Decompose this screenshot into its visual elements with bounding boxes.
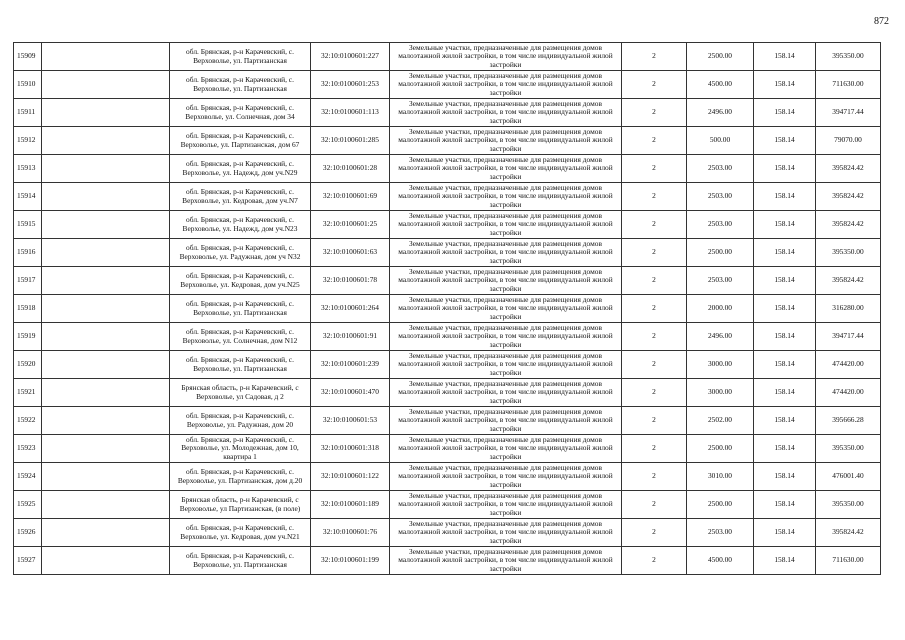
specific-value-cell: 158.14 — [754, 43, 816, 71]
area-cell: 2502.00 — [687, 407, 754, 435]
specific-value-cell: 158.14 — [754, 71, 816, 99]
permitted-use-cell: Земельные участки, предназначенные для размещения домов малоэтажной жилой застройки, в том числе индивидуальной жилой застройки — [390, 127, 622, 155]
address-cell: обл. Брянская, р-н Карачевский, с. Верховолье, ул. Радужная, дом уч N32 — [170, 239, 311, 267]
empty-cell — [42, 323, 170, 351]
area-cell: 2500.00 — [687, 43, 754, 71]
area-cell: 2496.00 — [687, 323, 754, 351]
cadastral-value-cell: 79070.00 — [816, 127, 881, 155]
empty-cell — [42, 379, 170, 407]
permitted-use-cell: Земельные участки, предназначенные для размещения домов малоэтажной жилой застройки, в том числе индивидуальной жилой застройки — [390, 71, 622, 99]
table-row — [14, 239, 881, 267]
area-cell: 2500.00 — [687, 491, 754, 519]
specific-value-cell: 158.14 — [754, 295, 816, 323]
page-number: 872 — [874, 16, 889, 27]
cadastral-number-cell: 32:10:0100601:189 — [311, 491, 390, 519]
permitted-use-cell: Земельные участки, предназначенные для размещения домов малоэтажной жилой застройки, в том числе индивидуальной жилой застройки — [390, 519, 622, 547]
specific-value-cell: 158.14 — [754, 183, 816, 211]
empty-cell — [42, 99, 170, 127]
permitted-use-cell: Земельные участки, предназначенные для размещения домов малоэтажной жилой застройки, в том числе индивидуальной жилой застройки — [390, 323, 622, 351]
cadastral-number-cell: 32:10:0100601:28 — [311, 155, 390, 183]
empty-cell — [42, 127, 170, 155]
row-number: 15927 — [14, 547, 42, 575]
address-cell: обл. Брянская, р-н Карачевский, с. Верховолье, ул. Солнечная, дом N12 — [170, 323, 311, 351]
specific-value-cell: 158.14 — [754, 127, 816, 155]
table-row — [14, 547, 881, 575]
area-cell: 3010.00 — [687, 463, 754, 491]
cadastral-value-cell: 395350.00 — [816, 43, 881, 71]
area-cell: 500.00 — [687, 127, 754, 155]
cadastral-value-cell: 711630.00 — [816, 547, 881, 575]
area-cell: 2496.00 — [687, 99, 754, 127]
cadastral-number-cell: 32:10:0100601:199 — [311, 547, 390, 575]
category-cell: 2 — [622, 239, 687, 267]
cadastral-value-cell: 395350.00 — [816, 435, 881, 463]
permitted-use-cell: Земельные участки, предназначенные для размещения домов малоэтажной жилой застройки, в том числе индивидуальной жилой застройки — [390, 407, 622, 435]
table-row — [14, 407, 881, 435]
specific-value-cell: 158.14 — [754, 491, 816, 519]
address-cell: обл. Брянская, р-н Карачевский, с. Верховолье, ул. Солнечная, дом 34 — [170, 99, 311, 127]
empty-cell — [42, 407, 170, 435]
table-row — [14, 491, 881, 519]
cadastral-value-cell: 395824.42 — [816, 267, 881, 295]
area-cell: 3000.00 — [687, 351, 754, 379]
permitted-use-cell: Земельные участки, предназначенные для размещения домов малоэтажной жилой застройки, в том числе индивидуальной жилой застройки — [390, 379, 622, 407]
row-number: 15925 — [14, 491, 42, 519]
empty-cell — [42, 43, 170, 71]
cadastral-number-cell: 32:10:0100601:25 — [311, 211, 390, 239]
row-number: 15913 — [14, 155, 42, 183]
cadastral-number-cell: 32:10:0100601:76 — [311, 519, 390, 547]
cadastral-number-cell: 32:10:0100601:318 — [311, 435, 390, 463]
address-cell: обл. Брянская, р-н Карачевский, с. Верховолье, ул. Партизанская, дом д.20 — [170, 463, 311, 491]
cadastral-value-cell: 395824.42 — [816, 211, 881, 239]
address-cell: обл. Брянская, р-н Карачевский, с. Верховолье, ул. Молодежная, дом 10, квартира 1 — [170, 435, 311, 463]
category-cell: 2 — [622, 519, 687, 547]
specific-value-cell: 158.14 — [754, 463, 816, 491]
specific-value-cell: 158.14 — [754, 323, 816, 351]
permitted-use-cell: Земельные участки, предназначенные для размещения домов малоэтажной жилой застройки, в том числе индивидуальной жилой застройки — [390, 547, 622, 575]
empty-cell — [42, 491, 170, 519]
empty-cell — [42, 463, 170, 491]
category-cell: 2 — [622, 43, 687, 71]
address-cell: обл. Брянская, р-н Карачевский, с. Верховолье, ул. Кедровая, дом уч.N21 — [170, 519, 311, 547]
cadastral-number-cell: 32:10:0100601:227 — [311, 43, 390, 71]
cadastral-value-cell: 395350.00 — [816, 491, 881, 519]
address-cell: обл. Брянская, р-н Карачевский, с. Верховолье, ул. Надежд, дом уч.N29 — [170, 155, 311, 183]
category-cell: 2 — [622, 491, 687, 519]
category-cell: 2 — [622, 127, 687, 155]
empty-cell — [42, 295, 170, 323]
cadastral-value-cell: 395666.28 — [816, 407, 881, 435]
empty-cell — [42, 547, 170, 575]
cadastral-number-cell: 32:10:0100601:91 — [311, 323, 390, 351]
area-cell: 2500.00 — [687, 239, 754, 267]
permitted-use-cell: Земельные участки, предназначенные для размещения домов малоэтажной жилой застройки, в том числе индивидуальной жилой застройки — [390, 211, 622, 239]
specific-value-cell: 158.14 — [754, 435, 816, 463]
category-cell: 2 — [622, 407, 687, 435]
row-number: 15923 — [14, 435, 42, 463]
address-cell: обл. Брянская, р-н Карачевский, с. Верховолье, ул. Партизанская — [170, 351, 311, 379]
category-cell: 2 — [622, 71, 687, 99]
specific-value-cell: 158.14 — [754, 547, 816, 575]
specific-value-cell: 158.14 — [754, 519, 816, 547]
cadastral-value-cell: 395824.42 — [816, 519, 881, 547]
address-cell: Брянская область, р-н Карачевский, с Верховолье, ул Садовая, д 2 — [170, 379, 311, 407]
permitted-use-cell: Земельные участки, предназначенные для размещения домов малоэтажной жилой застройки, в том числе индивидуальной жилой застройки — [390, 155, 622, 183]
cadastral-number-cell: 32:10:0100601:78 — [311, 267, 390, 295]
cadastral-value-cell: 316280.00 — [816, 295, 881, 323]
area-cell: 4500.00 — [687, 547, 754, 575]
address-cell: обл. Брянская, р-н Карачевский, с. Верховолье, ул. Партизанская — [170, 43, 311, 71]
address-cell: обл. Брянская, р-н Карачевский, с. Верховолье, ул. Кедровая, дом уч.N25 — [170, 267, 311, 295]
address-cell: Брянская область, р-н Карачевский, с Верховолье, ул Партизанская, (в поле) — [170, 491, 311, 519]
table-row — [14, 435, 881, 463]
table-row — [14, 71, 881, 99]
area-cell: 4500.00 — [687, 71, 754, 99]
row-number: 15921 — [14, 379, 42, 407]
table-row — [14, 351, 881, 379]
row-number: 15914 — [14, 183, 42, 211]
row-number: 15920 — [14, 351, 42, 379]
table-row — [14, 323, 881, 351]
table-row — [14, 463, 881, 491]
row-number: 15919 — [14, 323, 42, 351]
area-cell: 2503.00 — [687, 211, 754, 239]
row-number: 15910 — [14, 71, 42, 99]
cadastral-value-cell: 476001.40 — [816, 463, 881, 491]
cadastral-number-cell: 32:10:0100601:253 — [311, 71, 390, 99]
row-number: 15912 — [14, 127, 42, 155]
category-cell: 2 — [622, 211, 687, 239]
cadastral-number-cell: 32:10:0100601:69 — [311, 183, 390, 211]
area-cell: 2503.00 — [687, 267, 754, 295]
cadastral-number-cell: 32:10:0100601:239 — [311, 351, 390, 379]
specific-value-cell: 158.14 — [754, 379, 816, 407]
area-cell: 3000.00 — [687, 379, 754, 407]
table-row — [14, 155, 881, 183]
cadastral-value-cell: 394717.44 — [816, 323, 881, 351]
area-cell: 2000.00 — [687, 295, 754, 323]
category-cell: 2 — [622, 323, 687, 351]
table-row — [14, 211, 881, 239]
specific-value-cell: 158.14 — [754, 155, 816, 183]
permitted-use-cell: Земельные участки, предназначенные для размещения домов малоэтажной жилой застройки, в том числе индивидуальной жилой застройки — [390, 351, 622, 379]
table-row — [14, 127, 881, 155]
permitted-use-cell: Земельные участки, предназначенные для размещения домов малоэтажной жилой застройки, в том числе индивидуальной жилой застройки — [390, 99, 622, 127]
empty-cell — [42, 239, 170, 267]
empty-cell — [42, 71, 170, 99]
row-number: 15917 — [14, 267, 42, 295]
empty-cell — [42, 155, 170, 183]
permitted-use-cell: Земельные участки, предназначенные для размещения домов малоэтажной жилой застройки, в том числе индивидуальной жилой застройки — [390, 43, 622, 71]
category-cell: 2 — [622, 547, 687, 575]
permitted-use-cell: Земельные участки, предназначенные для размещения домов малоэтажной жилой застройки, в том числе индивидуальной жилой застройки — [390, 491, 622, 519]
category-cell: 2 — [622, 463, 687, 491]
category-cell: 2 — [622, 267, 687, 295]
category-cell: 2 — [622, 183, 687, 211]
address-cell: обл. Брянская, р-н Карачевский, с. Верховолье, ул. Надежд, дом уч.N23 — [170, 211, 311, 239]
cadastral-number-cell: 32:10:0100601:63 — [311, 239, 390, 267]
address-cell: обл. Брянская, р-н Карачевский, с. Верховолье, ул. Радужная, дом 20 — [170, 407, 311, 435]
specific-value-cell: 158.14 — [754, 99, 816, 127]
area-cell: 2500.00 — [687, 435, 754, 463]
category-cell: 2 — [622, 435, 687, 463]
specific-value-cell: 158.14 — [754, 407, 816, 435]
cadastral-number-cell: 32:10:0100601:122 — [311, 463, 390, 491]
area-cell: 2503.00 — [687, 155, 754, 183]
category-cell: 2 — [622, 351, 687, 379]
permitted-use-cell: Земельные участки, предназначенные для размещения домов малоэтажной жилой застройки, в том числе индивидуальной жилой застройки — [390, 463, 622, 491]
category-cell: 2 — [622, 99, 687, 127]
cadastral-number-cell: 32:10:0100601:264 — [311, 295, 390, 323]
permitted-use-cell: Земельные участки, предназначенные для размещения домов малоэтажной жилой застройки, в том числе индивидуальной жилой застройки — [390, 267, 622, 295]
area-cell: 2503.00 — [687, 183, 754, 211]
table-row — [14, 99, 881, 127]
specific-value-cell: 158.14 — [754, 239, 816, 267]
address-cell: обл. Брянская, р-н Карачевский, с. Верховолье, ул. Партизанская, дом 67 — [170, 127, 311, 155]
table-row — [14, 295, 881, 323]
table-row — [14, 43, 881, 71]
empty-cell — [42, 519, 170, 547]
category-cell: 2 — [622, 379, 687, 407]
table-body — [14, 43, 881, 575]
empty-cell — [42, 183, 170, 211]
table-row — [14, 379, 881, 407]
address-cell: обл. Брянская, р-н Карачевский, с. Верховолье, ул. Партизанская — [170, 295, 311, 323]
cadastral-number-cell: 32:10:0100601:53 — [311, 407, 390, 435]
empty-cell — [42, 351, 170, 379]
table-row — [14, 267, 881, 295]
permitted-use-cell: Земельные участки, предназначенные для размещения домов малоэтажной жилой застройки, в том числе индивидуальной жилой застройки — [390, 183, 622, 211]
empty-cell — [42, 267, 170, 295]
category-cell: 2 — [622, 295, 687, 323]
cadastral-value-cell: 711630.00 — [816, 71, 881, 99]
cadastral-value-cell: 395824.42 — [816, 183, 881, 211]
address-cell: обл. Брянская, р-н Карачевский, с. Верховолье, ул. Партизанская — [170, 71, 311, 99]
table-row — [14, 519, 881, 547]
cadastral-number-cell: 32:10:0100601:285 — [311, 127, 390, 155]
category-cell: 2 — [622, 155, 687, 183]
cadastral-value-cell: 394717.44 — [816, 99, 881, 127]
row-number: 15924 — [14, 463, 42, 491]
permitted-use-cell: Земельные участки, предназначенные для размещения домов малоэтажной жилой застройки, в том числе индивидуальной жилой застройки — [390, 295, 622, 323]
row-number: 15911 — [14, 99, 42, 127]
cadastral-value-cell: 395350.00 — [816, 239, 881, 267]
cadastral-valuation-table — [13, 42, 881, 575]
specific-value-cell: 158.14 — [754, 351, 816, 379]
cadastral-value-cell: 395824.42 — [816, 155, 881, 183]
cadastral-number-cell: 32:10:0100601:470 — [311, 379, 390, 407]
permitted-use-cell: Земельные участки, предназначенные для размещения домов малоэтажной жилой застройки, в том числе индивидуальной жилой застройки — [390, 435, 622, 463]
empty-cell — [42, 211, 170, 239]
table-row — [14, 183, 881, 211]
specific-value-cell: 158.14 — [754, 211, 816, 239]
cadastral-number-cell: 32:10:0100601:113 — [311, 99, 390, 127]
row-number: 15915 — [14, 211, 42, 239]
specific-value-cell: 158.14 — [754, 267, 816, 295]
address-cell: обл. Брянская, р-н Карачевский, с. Верховолье, ул. Партизанская — [170, 547, 311, 575]
empty-cell — [42, 435, 170, 463]
row-number: 15916 — [14, 239, 42, 267]
address-cell: обл. Брянская, р-н Карачевский, с. Верховолье, ул. Кедровая, дом уч.N7 — [170, 183, 311, 211]
row-number: 15909 — [14, 43, 42, 71]
row-number: 15926 — [14, 519, 42, 547]
cadastral-value-cell: 474420.00 — [816, 379, 881, 407]
cadastral-value-cell: 474420.00 — [816, 351, 881, 379]
permitted-use-cell: Земельные участки, предназначенные для размещения домов малоэтажной жилой застройки, в том числе индивидуальной жилой застройки — [390, 239, 622, 267]
area-cell: 2503.00 — [687, 519, 754, 547]
row-number: 15918 — [14, 295, 42, 323]
row-number: 15922 — [14, 407, 42, 435]
